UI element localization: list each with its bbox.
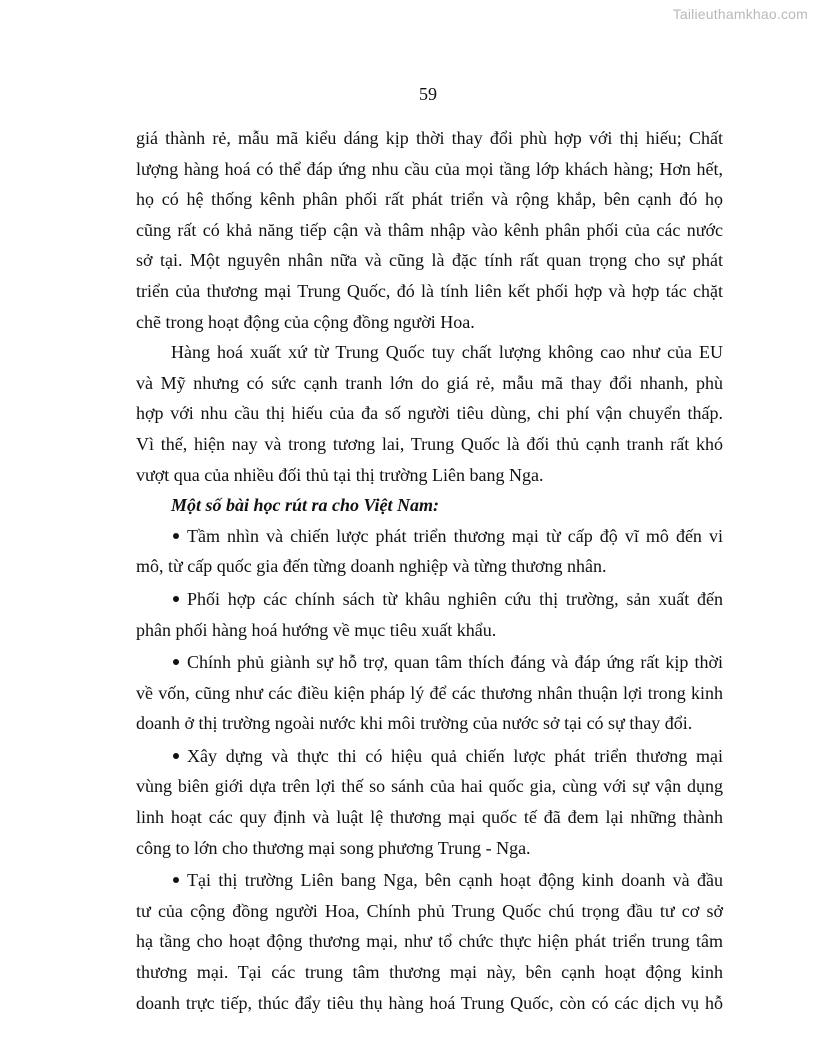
- document-body: [136, 123, 723, 1018]
- bullet-item: [136, 584, 723, 645]
- text-line: Phối hợp các chính sách từ khâu nghiên cứu thị trường, sản xuất đến: [136, 584, 723, 615]
- text-line: phân phối hàng hoá hướng về mục tiêu xuất khẩu.: [136, 619, 497, 640]
- text-line: lượng hàng hoá có thể đáp ứng nhu cầu của mọi tầng lớp khách hàng; Hơn hết,: [136, 158, 723, 179]
- text-line: Tại thị trường Liên bang Nga, bên cạnh hoạt động kinh doanh và đầu: [136, 865, 723, 896]
- text-line: chẽ trong hoạt động của cộng đồng người Hoa.: [136, 311, 475, 332]
- text-line: mô, từ cấp quốc gia đến từng doanh nghiệp và từng thương nhân.: [136, 556, 607, 577]
- bullet-item: [136, 741, 723, 863]
- text-line: Xây dựng và thực thi có hiệu quả chiến lược phát triển thương mại: [136, 741, 723, 772]
- text-line: về vốn, cũng như các điều kiện pháp lý để các thương nhân thuận lợi trong kinh: [136, 682, 723, 703]
- bullet-item: [136, 521, 723, 582]
- bullet-icon: [173, 659, 179, 665]
- text-line: và Mỹ nhưng có sức cạnh tranh lớn do giá rẻ, mẫu mã thay đổi nhanh, phù: [136, 372, 723, 393]
- text-line: Chính phủ giành sự hỗ trợ, quan tâm thích đáng và đáp ứng rất kịp thời: [136, 647, 723, 678]
- text-line: tư của cộng đồng người Hoa, Chính phủ Trung Quốc chú trọng đầu tư cơ sở: [136, 900, 723, 921]
- page-number: 59: [419, 84, 437, 104]
- text-line: hạ tầng cho hoạt động thương mại, như tổ chức thực hiện phát triển trung tâm: [136, 931, 723, 952]
- bullet-icon: [173, 877, 179, 883]
- paragraph-1: [136, 123, 723, 337]
- text-line: hợp với nhu cầu thị hiếu của đa số người tiêu dùng, chi phí vận chuyển thấp.: [136, 403, 723, 424]
- paragraph-2: [136, 337, 723, 490]
- text-line: công to lớn cho thương mại song phương Trung - Nga.: [136, 837, 531, 858]
- text-line: doanh ở thị trường ngoài nước khi môi trường của nước sở tại có sự thay đổi.: [136, 713, 693, 734]
- bullet-icon: [173, 753, 179, 759]
- text-line: thương mại. Tại các trung tâm thương mại này, bên cạnh hoạt động kinh: [136, 962, 723, 983]
- bullet-icon: [173, 596, 179, 602]
- bullet-item: [136, 647, 723, 739]
- text-line: Vì thế, hiện nay và trong tương lai, Trung Quốc là đối thủ cạnh tranh rất khó: [136, 433, 723, 454]
- text-line: doanh trực tiếp, thúc đẩy tiêu thụ hàng hoá Trung Quốc, còn có các dịch vụ hỗ: [136, 992, 723, 1013]
- text-line: Hàng hoá xuất xứ từ Trung Quốc tuy chất lượng không cao như của EU: [171, 342, 723, 363]
- watermark: Tailieuthamkhao.com: [672, 6, 808, 22]
- text-line: triển của thương mại Trung Quốc, đó là tính liên kết phối hợp và hợp tác chặt: [136, 280, 723, 301]
- text-line: Tầm nhìn và chiến lược phát triển thương mại từ cấp độ vĩ mô đến vi: [136, 521, 723, 552]
- text-line: sở tại. Một nguyên nhân nữa và cũng là đặc tính rất quan trọng cho sự phát: [136, 250, 723, 271]
- text-line: linh hoạt các quy định và luật lệ thương mại quốc tế đã đem lại những thành: [136, 807, 723, 828]
- text-line: họ có hệ thống kênh phân phối rất phát triển và rộng khắp, bên cạnh đó họ: [136, 189, 723, 210]
- bullet-icon: [173, 533, 179, 539]
- section-heading: Một số bài học rút ra cho Việt Nam:: [171, 495, 440, 516]
- text-line: vượt qua của nhiều đối thủ tại thị trường Liên bang Nga.: [136, 464, 544, 485]
- bullet-item: [136, 865, 723, 1018]
- text-line: vùng biên giới dựa trên lợi thế so sánh của hai quốc gia, cùng với sự vận dụng: [136, 776, 723, 797]
- text-line: giá thành rẻ, mẫu mã kiểu dáng kịp thời thay đổi phù hợp với thị hiếu; Chất: [136, 128, 723, 148]
- text-line: cũng rất có khả năng tiếp cận và thâm nhập vào kênh phân phối của các nước: [136, 219, 723, 240]
